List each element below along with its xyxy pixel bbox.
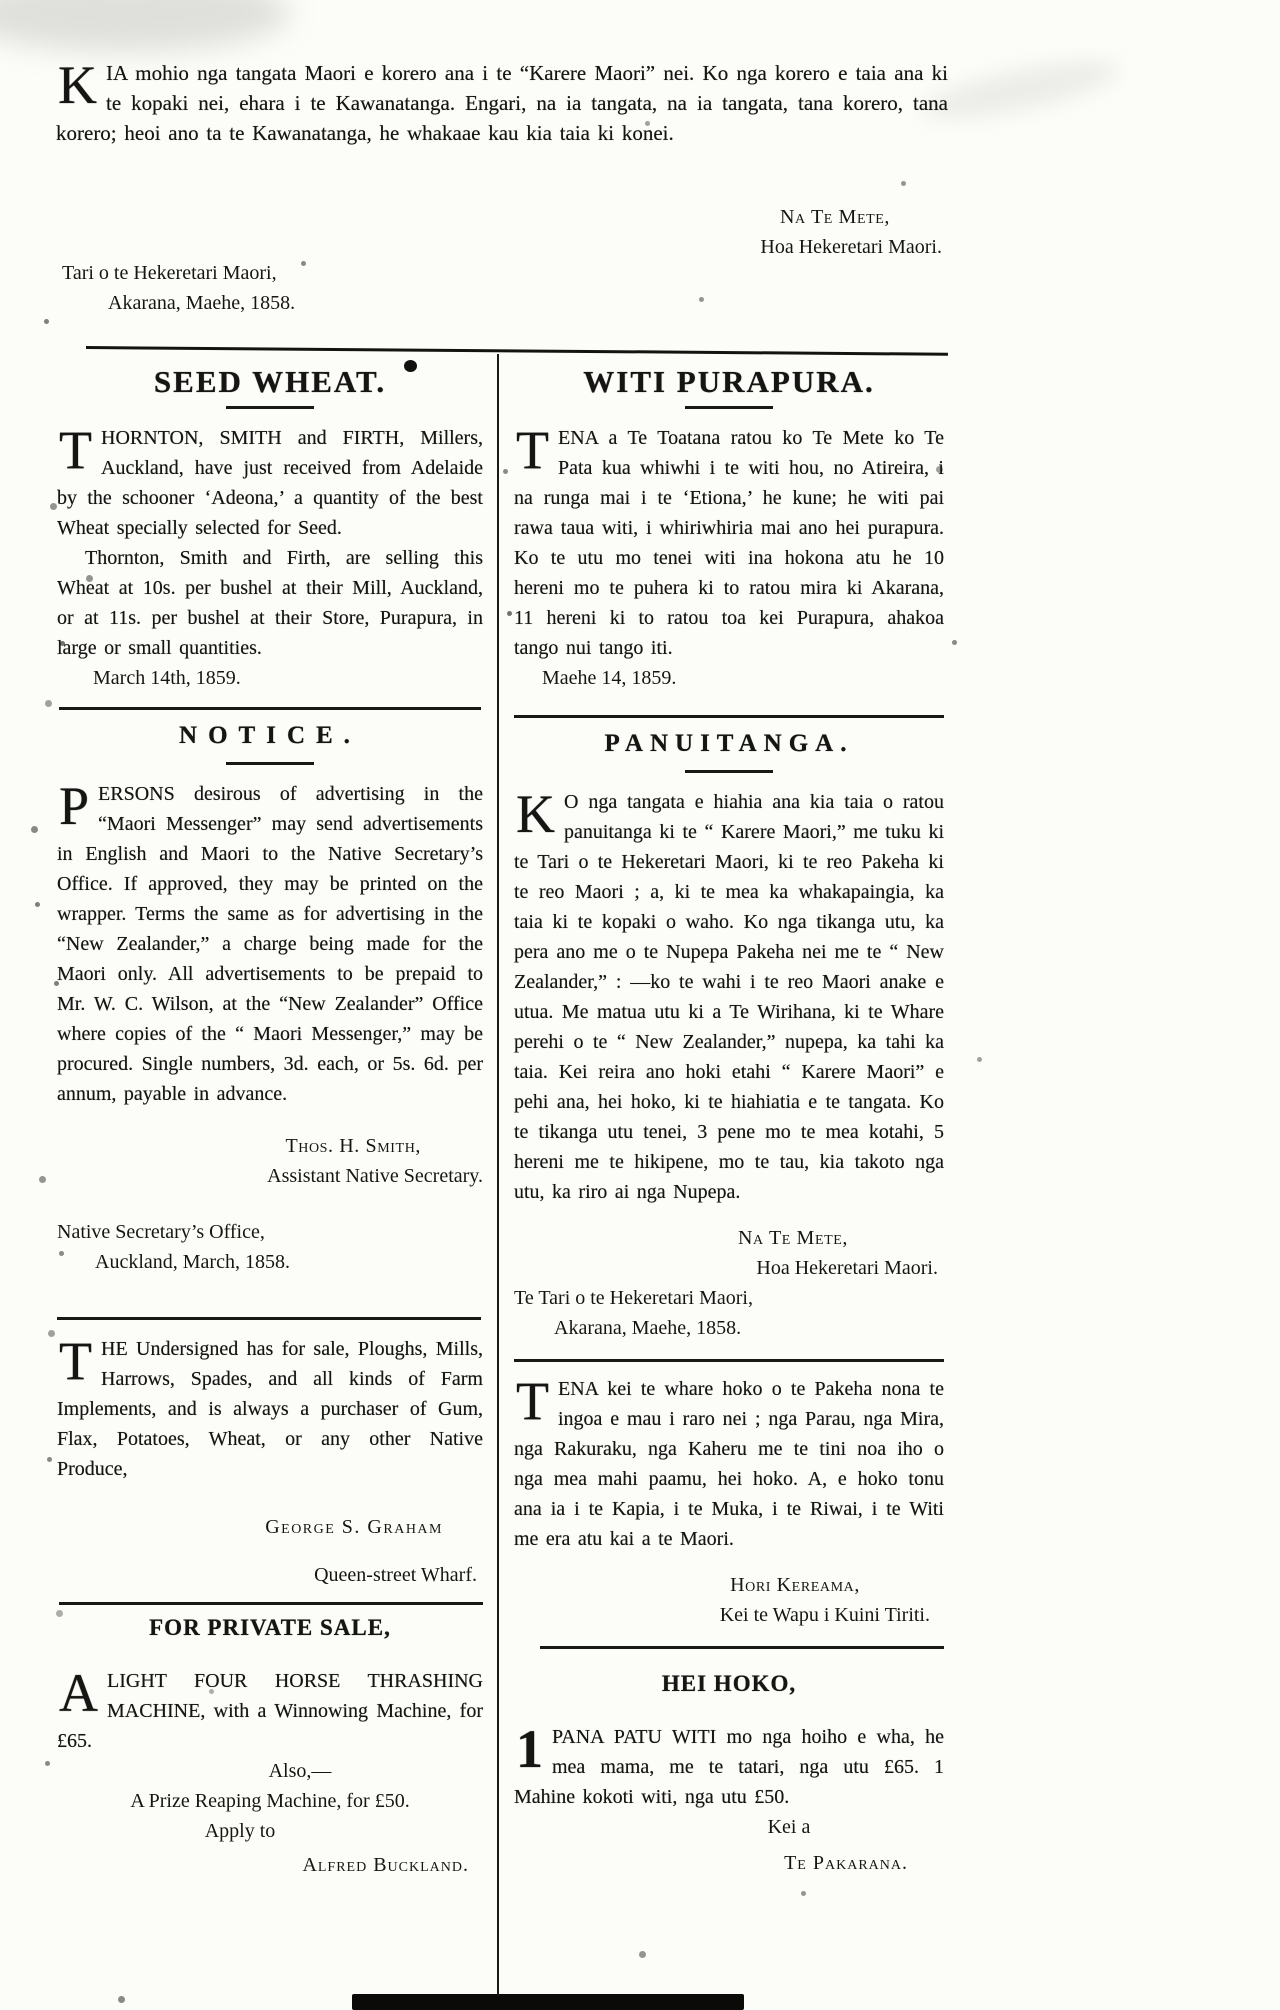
office-line: Tari o te Hekeretari Maori, [62, 262, 277, 284]
seed-wheat-date: March 14th, 1859. [93, 667, 241, 689]
notice-paragraph [57, 776, 483, 1109]
signature-title: Hoa Hekeretari Maori. [756, 1257, 938, 1279]
office-line: Auckland, March, 1858. [95, 1251, 290, 1273]
heading-rule [226, 406, 314, 409]
private-sale-paragraph [57, 1663, 483, 1756]
right-column [514, 358, 944, 1878]
seed-wheat-heading: SEED WHEAT. [153, 364, 387, 399]
section-rule [57, 1317, 481, 1320]
masthead-signature [620, 202, 942, 262]
scan-smudge-top-left [0, 0, 290, 52]
dropcap-t: T [516, 1371, 549, 1431]
notice-heading: NOTICE. [179, 722, 361, 749]
seed-wheat-text-1: HORNTON, SMITH and FIRTH, Millers, Auckland, have just received from Adelaide by the schooner ‘Adeona,’ a quantity of the best Wheat specially selected for Seed. [57, 427, 483, 539]
dropcap-a: A [59, 1663, 98, 1723]
also-line: Also,— [268, 1760, 332, 1782]
signature-name: Te Pakarana. [784, 1852, 908, 1874]
panuitanga-heading: PANUITANGA. [604, 730, 854, 757]
private-sale-text: LIGHT FOUR HORSE THRASHING MACHINE, with a Winnowing Machine, for £65. [57, 1670, 483, 1752]
heading-rule [685, 406, 773, 409]
signature-location: Kei te Wapu i Kuini Tiriti. [719, 1604, 930, 1626]
signature-location: Queen-street Wharf. [314, 1564, 477, 1586]
private-sale-heading: FOR PRIVATE SALE, [149, 1615, 391, 1640]
signature-name: Na Te Mete, [780, 206, 890, 228]
witi-paragraph [514, 420, 944, 663]
ink-speckles [0, 0, 3, 3]
section-rule [59, 707, 481, 710]
dropcap-k: K [516, 784, 555, 844]
section-rule [540, 1646, 944, 1649]
heading-rule [685, 770, 773, 773]
signature-title: Assistant Native Secretary. [267, 1165, 483, 1187]
signature-name: Hori Kereama, [730, 1574, 860, 1596]
dropcap-p: P [59, 776, 90, 836]
masthead-text: IA mohio nga tangata Maori e korero ana i te “Karere Maori” nei. Ko nga korero e taia ana ki te kopaki nei, ehara i te Kawanatanga. Engari, na ia tangata, na ia tangata, tana korero, tana korero; heoi ano ta te Kawanatanga, he whakaae kau kia taia ki konei. [56, 61, 948, 145]
witi-text: ENA a Te Toatana ratou ko Te Mete ko Te Pata kua whiwhi i te witi hou, no Atireira, i na runga mai i te ‘Etiona,’ he kune; he witi pai rawa taua witi, i whiriwhiria mai ano hei purapura. Ko te utu mo tenei witi ina hokona atu he 10 hereni mo te puhera ki to ratou mira ki Akarana, 11 hereni ki to ratou toa kei Purapura, ahakoa tango nui tango iti. [514, 427, 944, 659]
seed-wheat-paragraph-2: Thornton, Smith and Firth, are selling this Wheat at 10s. per bushel at their Mill, Auckland, or at 11s. per bushel at their Store, Purapura, in large or small quantities. [57, 547, 483, 659]
section-rule [59, 1602, 483, 1605]
signature-name: Na Te Mete, [738, 1227, 848, 1249]
panuitanga-paragraph [514, 784, 944, 1207]
witi-purapura-heading: WITI PURAPURA. [583, 364, 875, 399]
undersigned-paragraph [57, 1331, 483, 1484]
dropcap-t: T [516, 420, 549, 480]
office-line: Akarana, Maehe, 1858. [554, 1317, 742, 1339]
apply-line: Apply to [204, 1820, 276, 1842]
masthead-office [62, 258, 482, 318]
section-rule [514, 715, 944, 718]
dropcap-1: 1 [516, 1719, 543, 1779]
signature-title: Hoa Hekeretari Maori. [760, 236, 942, 258]
section-rule [86, 346, 948, 356]
signature-name: George S. Graham [265, 1516, 443, 1538]
seed-wheat-paragraph-1 [57, 420, 483, 543]
column-divider [497, 354, 499, 1996]
heading-rule [226, 762, 314, 765]
left-column [57, 358, 483, 1880]
hei-hoko-paragraph [514, 1719, 944, 1812]
witi-date: Maehe 14, 1859. [542, 667, 677, 689]
store-text: ENA kei te whare hoko o te Pakeha nona te ingoa e mau i raro nei ; nga Parau, nga Mira, nga Rakuraku, nga Kaheru me te tini noa iho o nga mea mahi paamu, hei hoko. A, e hoko tonu ana ia i te Kapia, i te Muka, i te Riwai, i te Witi me era atu kai a te Maori. [514, 1378, 944, 1550]
notice-text: ERSONS desirous of advertising in the “Maori Messenger” may send advertisements in English and Maori to the Native Secretary’s Office. If approved, they may be printed on the wrapper. Terms the same as for advertising in the “New Zealander,” a charge being made for the Maori only. All advertisements to be prepaid to Mr. W. C. Wilson, at the “New Zealander” Office where copies of the “ Maori Messenger,” may be procured. Single numbers, 3d. each, or 5s. 6d. per annum, payable in advance. [57, 783, 483, 1105]
panuitanga-text: O nga tangata e hiahia ana kia taia o ratou panuitanga ki te “ Karere Maori,” me tuku ki te Tari o te Hekeretari Maori, ki te reo Pakeha ki te reo Maori ; a, ki te mea ka whakapaingia, ka taia ki te kopaki o waho. Ko nga tikanga utu, ka pera ano me o te Nupepa Pakeha nei me te “ New Zealander,” : —ko te wahi i te reo Maori anake e utua. Me matua utu ki a Te Wirihana, ki te Whare perehi o te “ New Zealander,” nupepa, ka tahi ka taia. Kei reira ano hoki etahi “ Karere Maori” e pehi ana, hei hoko, ki te hiahiatia e te tangata. Ko te tikanga utu tenei, 3 pene mo te mea kotahi, 5 hereni me te hikipene, mo te tau, kia takoto nga utu, ka riro ai nga Nupepa. [514, 791, 944, 1203]
section-rule [514, 1359, 944, 1362]
hei-hoko-text: PANA PATU WITI mo nga hoiho e wha, he mea mama, me te tatari, nga utu £65. 1 Mahine kokoti witi, nga utu £50. [514, 1726, 944, 1808]
signature-name: Thos. H. Smith, [285, 1135, 421, 1157]
masthead-paragraph [56, 55, 948, 148]
store-paragraph [514, 1371, 944, 1554]
office-line: Te Tari o te Hekeretari Maori, [514, 1287, 753, 1309]
prize-line: A Prize Reaping Machine, for £50. [130, 1790, 410, 1812]
office-line: Native Secretary’s Office, [57, 1221, 265, 1243]
masthead-note [56, 55, 948, 148]
office-line: Akarana, Maehe, 1858. [108, 292, 296, 314]
dropcap-t: T [59, 420, 92, 480]
undersigned-text: HE Undersigned has for sale, Ploughs, Mills, Harrows, Spades, and all kinds of Farm Implements, and is always a purchaser of Gum, Flax, Potatoes, Wheat, or any other Native Produce, [57, 1338, 483, 1480]
dropcap-t: T [59, 1331, 92, 1391]
scan-smudge-top-right [918, 50, 1122, 131]
hei-hoko-heading: HEI HOKO, [661, 1671, 797, 1696]
dropcap-k: K [58, 55, 97, 115]
scan-edge-bar [352, 1994, 744, 2010]
signature-name: Alfred Buckland. [302, 1854, 469, 1876]
kei-a-line: Kei a [767, 1816, 811, 1838]
